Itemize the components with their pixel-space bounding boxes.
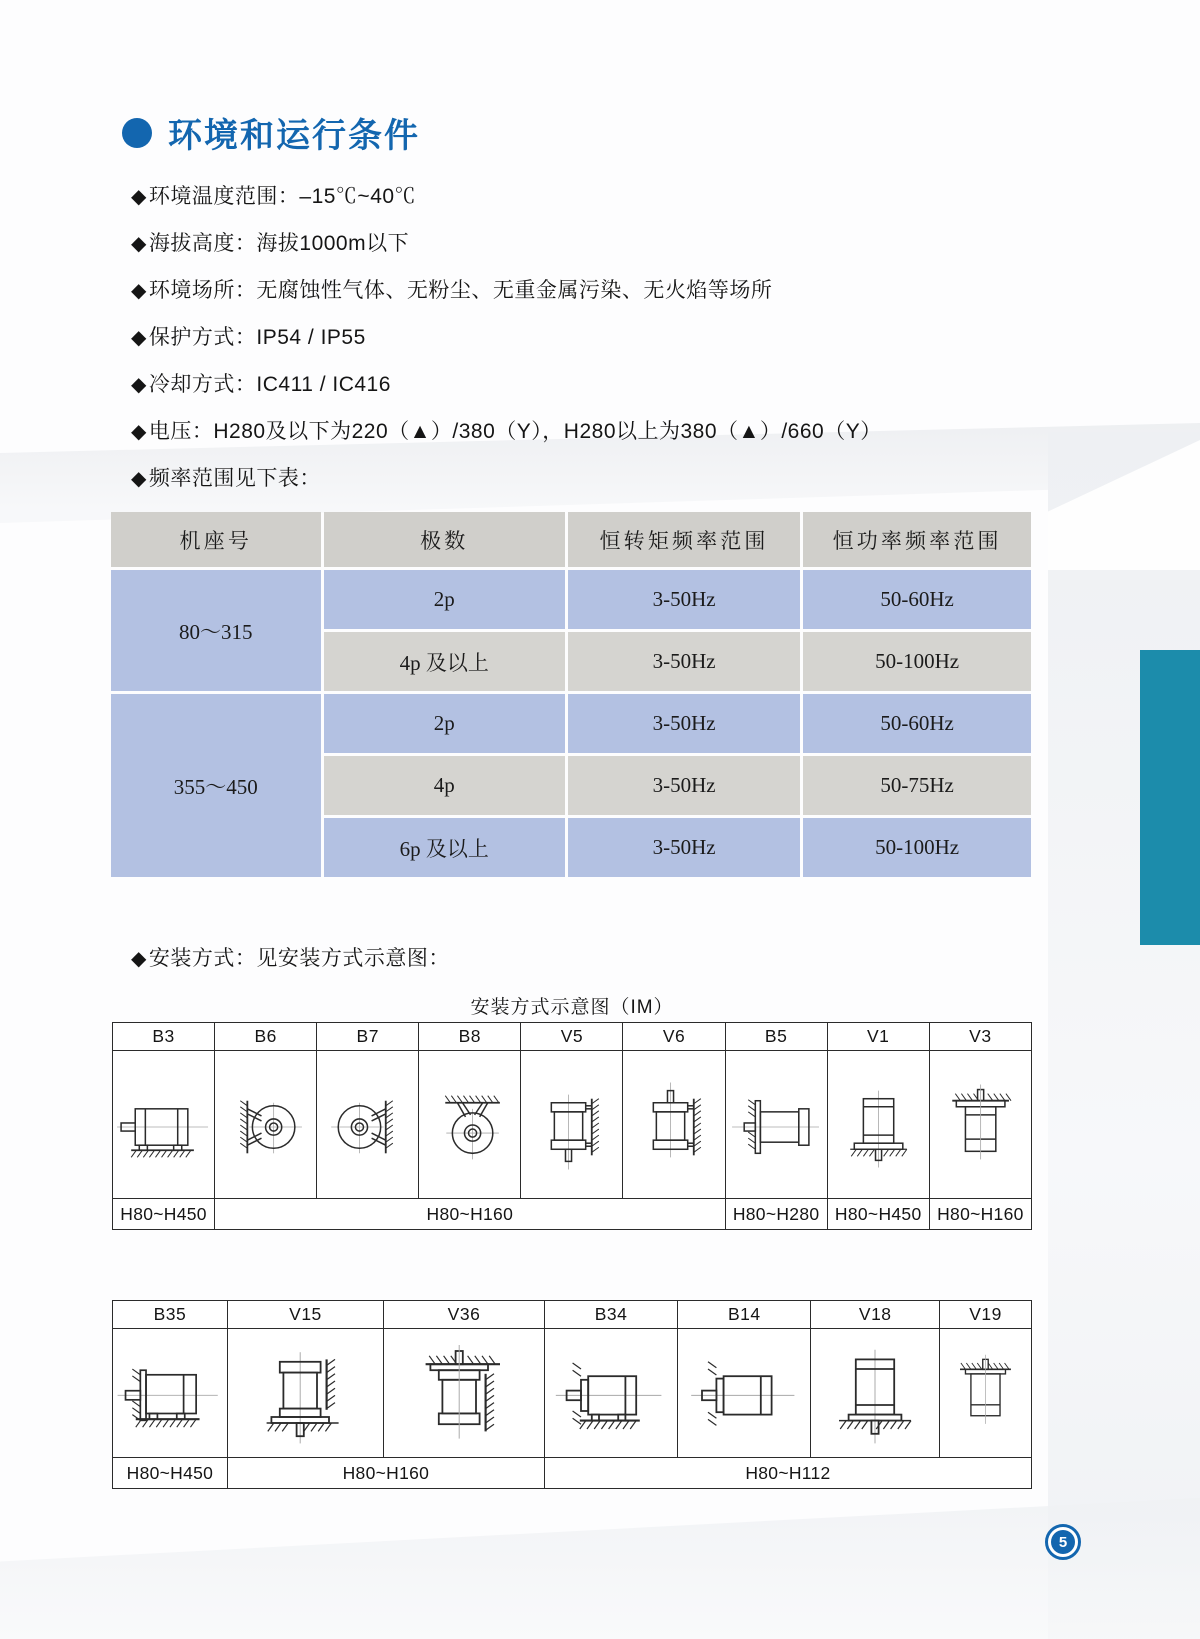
v36-mounting-drawing <box>404 1333 524 1453</box>
mount-type-v3: V3 <box>929 1023 1031 1051</box>
frame-range-label: H80~H280 <box>725 1199 827 1230</box>
diamond-bullet-icon: ◆ <box>131 327 147 349</box>
mount-diagram-b3 <box>113 1051 215 1199</box>
mount-type-b14: B14 <box>678 1301 811 1329</box>
power-range-cell: 50-100Hz <box>803 818 1031 877</box>
v3-mounting-drawing <box>930 1056 1031 1194</box>
mount-type-b3: B3 <box>113 1023 215 1051</box>
b7-mounting-drawing <box>317 1056 418 1194</box>
torque-range-cell: 3-50Hz <box>568 694 800 753</box>
frame-range-label: H80~H450 <box>113 1458 228 1489</box>
spec-bullet-list <box>131 186 1091 515</box>
mount-drawing-row <box>113 1329 1032 1458</box>
freq-header-cell: 恒功率频率范围 <box>803 512 1031 567</box>
frame-range-label: H80~H160 <box>227 1458 544 1489</box>
mount-diagram-v3 <box>929 1051 1031 1199</box>
mounting-diagram-table-2 <box>112 1300 1032 1489</box>
v1-mounting-drawing <box>828 1056 929 1194</box>
mount-type-b8: B8 <box>419 1023 521 1051</box>
diamond-bullet-icon: ◆ <box>131 233 147 255</box>
mount-type-v6: V6 <box>623 1023 725 1051</box>
spec-bullet <box>131 280 1091 302</box>
b14-mounting-drawing <box>684 1333 804 1453</box>
v19-mounting-drawing <box>940 1333 1031 1453</box>
mount-diagram-v15 <box>227 1329 383 1458</box>
spec-bullet <box>131 421 1091 443</box>
freq-header-row <box>111 512 1031 567</box>
mount-diagram-b5 <box>725 1051 827 1199</box>
mount-diagram-b35 <box>113 1329 228 1458</box>
section-bullet-icon <box>122 118 152 148</box>
page-title: 环境和运行条件 <box>168 117 420 155</box>
diamond-bullet-icon: ◆ <box>131 374 147 396</box>
spec-bullet-text: 冷却方式：IC411 / IC416 <box>148 373 391 396</box>
power-range-cell: 50-100Hz <box>803 632 1031 691</box>
spec-bullet-text: 电压：H280及以下为220（▲）/380（Y），H280以上为380（▲）/660（Y） <box>148 420 882 443</box>
spec-bullet-text: 保护方式：IP54 / IP55 <box>148 326 366 349</box>
mount-type-v1: V1 <box>827 1023 929 1051</box>
power-range-cell: 50-75Hz <box>803 756 1031 815</box>
freq-data-row <box>111 570 1031 629</box>
diamond-bullet-icon: ◆ <box>131 280 147 302</box>
freq-header-cell: 机座号 <box>111 512 321 567</box>
frame-range-label: H80~H450 <box>113 1199 215 1230</box>
frame-size-cell: 355～450 <box>111 694 321 877</box>
b34-mounting-drawing <box>551 1333 671 1453</box>
mount-range-row <box>113 1458 1032 1489</box>
b6-mounting-drawing <box>215 1056 316 1194</box>
mounting-bullet-text: 安装方式：见安装方式示意图： <box>148 947 450 970</box>
freq-header-cell: 恒转矩频率范围 <box>568 512 800 567</box>
v6-mounting-drawing <box>623 1056 724 1194</box>
b3-mounting-drawing <box>113 1056 214 1194</box>
power-range-cell: 50-60Hz <box>803 570 1031 629</box>
frame-range-label: H80~H112 <box>544 1458 1031 1489</box>
torque-range-cell: 3-50Hz <box>568 632 800 691</box>
mount-type-v19: V19 <box>940 1301 1032 1329</box>
freq-data-row <box>111 694 1031 753</box>
frequency-range-table <box>108 509 1034 880</box>
diagram-title: 安装方式示意图（IM） <box>470 997 674 1018</box>
mount-type-b35: B35 <box>113 1301 228 1329</box>
freq-header-cell: 极数 <box>324 512 565 567</box>
mount-header-row <box>113 1301 1032 1329</box>
poles-cell: 6p 及以上 <box>324 818 565 877</box>
torque-range-cell: 3-50Hz <box>568 756 800 815</box>
diamond-bullet-icon: ◆ <box>131 421 147 443</box>
diamond-bullet-icon: ◆ <box>131 468 147 490</box>
background-right-strip <box>1048 432 1200 1639</box>
spec-bullet-text: 环境场所：无腐蚀性气体、无粉尘、无重金属污染、无火焰等场所 <box>148 279 773 302</box>
spec-bullet <box>131 374 1091 396</box>
poles-cell: 2p <box>324 570 565 629</box>
frame-size-cell: 80～315 <box>111 570 321 691</box>
mount-diagram-v19 <box>940 1329 1032 1458</box>
torque-range-cell: 3-50Hz <box>568 570 800 629</box>
mount-type-v5: V5 <box>521 1023 623 1051</box>
mounting-diagram-table-1 <box>112 1022 1032 1230</box>
spec-bullet <box>131 327 1091 349</box>
v5-mounting-drawing <box>521 1056 622 1194</box>
page-number-badge <box>1045 1524 1081 1560</box>
mount-type-v18: V18 <box>811 1301 940 1329</box>
spec-bullet-text: 频率范围见下表： <box>148 467 321 490</box>
mount-diagram-v5 <box>521 1051 623 1199</box>
teal-accent-bar <box>1140 650 1200 945</box>
poles-cell: 4p <box>324 756 565 815</box>
spec-bullet-text: 海拔高度：海拔1000m以下 <box>148 232 410 255</box>
mount-range-row <box>113 1199 1032 1230</box>
v15-mounting-drawing <box>245 1333 365 1453</box>
spec-bullet <box>131 186 1091 208</box>
power-range-cell: 50-60Hz <box>803 694 1031 753</box>
poles-cell: 4p 及以上 <box>324 632 565 691</box>
frame-range-label: H80~H160 <box>215 1199 725 1230</box>
mount-type-b7: B7 <box>317 1023 419 1051</box>
mount-type-v36: V36 <box>384 1301 545 1329</box>
section-title-row <box>122 108 420 157</box>
diamond-bullet-icon: ◆ <box>131 948 147 970</box>
mount-type-v15: V15 <box>227 1301 383 1329</box>
mounting-bullet <box>131 942 450 972</box>
mount-drawing-row <box>113 1051 1032 1199</box>
mount-diagram-v6 <box>623 1051 725 1199</box>
background-band-bottom <box>0 1498 1200 1639</box>
poles-cell: 2p <box>324 694 565 753</box>
mount-diagram-b7 <box>317 1051 419 1199</box>
mount-diagram-v18 <box>811 1329 940 1458</box>
spec-bullet <box>131 233 1091 255</box>
frame-range-label: H80~H450 <box>827 1199 929 1230</box>
frame-range-label: H80~H160 <box>929 1199 1031 1230</box>
spec-bullet-text: 环境温度范围：–15℃~40℃ <box>148 185 417 208</box>
mount-diagram-b8 <box>419 1051 521 1199</box>
diamond-bullet-icon: ◆ <box>131 186 147 208</box>
mount-diagram-b34 <box>544 1329 677 1458</box>
b5-mounting-drawing <box>726 1056 827 1194</box>
mount-diagram-v1 <box>827 1051 929 1199</box>
spec-bullet <box>131 468 1091 490</box>
v18-mounting-drawing <box>815 1333 935 1453</box>
mount-type-b6: B6 <box>215 1023 317 1051</box>
b8-mounting-drawing <box>419 1056 520 1194</box>
mount-diagram-b14 <box>678 1329 811 1458</box>
mount-type-b5: B5 <box>725 1023 827 1051</box>
mount-diagram-v36 <box>384 1329 545 1458</box>
mount-header-row <box>113 1023 1032 1051</box>
mount-type-b34: B34 <box>544 1301 677 1329</box>
page-number: 5 <box>1051 1530 1075 1554</box>
torque-range-cell: 3-50Hz <box>568 818 800 877</box>
b35-mounting-drawing <box>113 1333 227 1453</box>
mount-diagram-b6 <box>215 1051 317 1199</box>
